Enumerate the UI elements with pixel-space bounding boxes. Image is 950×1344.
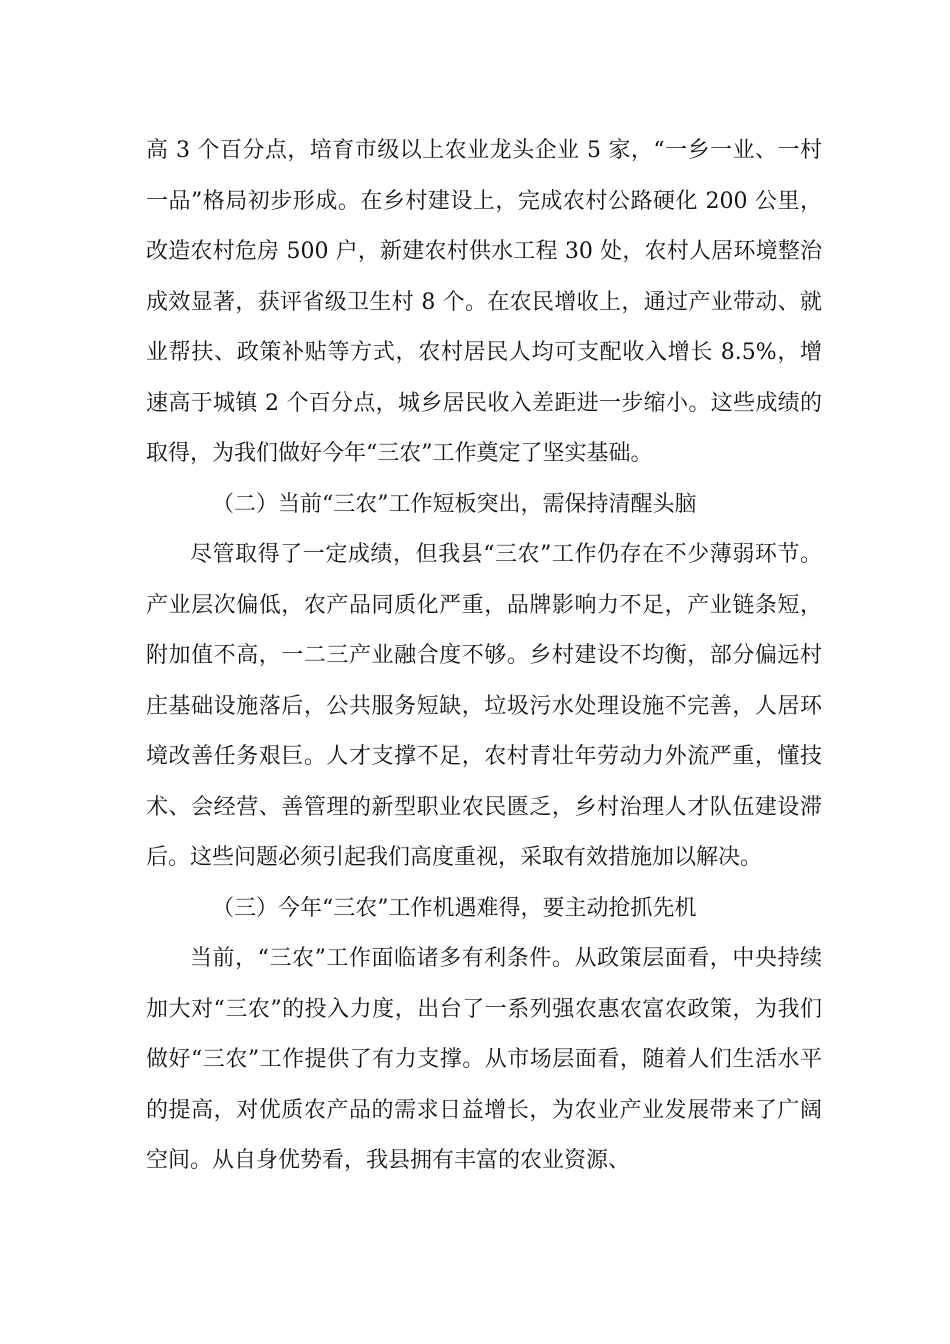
paragraph-opportunities: 当前，“三农”工作面临诸多有利条件。从政策层面看，中央持续加大对“三农”的投入力度，出台了一系列强农惠农富农政策，为我们做好“三农”工作提供了有力支撑。从市场层面看，随着人们生活水平的提高，对优质农产品的需求日益增长，为农业产业发展带来了广阔空间。从自身优势看，我县拥有丰富的农业资源、 bbox=[146, 946, 822, 1173]
document-body bbox=[146, 126, 822, 1187]
paragraph-shortcomings: 尽管取得了一定成绩，但我县“三农”工作仍存在不少薄弱环节。产业层次偏低，农产品同质化严重，品牌影响力不足，产业链条短，附加值不高，一二三产业融合度不够。乡村建设不均衡，部分偏远村庄基础设施落后，公共服务短缺，垃圾污水处理设施不完善，人居环境改善任务艰巨。人才支撑不足，农村青壮年劳动力外流严重，懂技术、会经营、善管理的新型职业农民匮乏，乡村治理人才队伍建设滞后。这些问题必须引起我们高度重视，采取有效措施加以解决。 bbox=[146, 542, 822, 870]
paragraph-achievements-continued: 高 3 个百分点，培育市级以上农业龙头企业 5 家，“一乡一业、一村一品”格局初步形成。在乡村建设上，完成农村公路硬化 200 公里，改造农村危房 500 户，新建农村供水工程 30 处，农村人居环境整治成效显著，获评省级卫生村 8 个。在农民增收上，通过产业带动、就业帮扶、政策补贴等方式，农村居民人均可支配收入增长 8.5%，增速高于城镇 2 个百分点，城乡居民收入差距进一步缩小。这些成绩的取得，为我们做好今年“三农”工作奠定了坚实基础。 bbox=[146, 138, 822, 466]
section-heading-shortcomings: （二）当前“三农”工作短板突出，需保持清醒头脑 bbox=[212, 491, 697, 517]
section-heading-opportunities: （三）今年“三农”工作机遇难得，要主动抢抓先机 bbox=[212, 895, 697, 921]
